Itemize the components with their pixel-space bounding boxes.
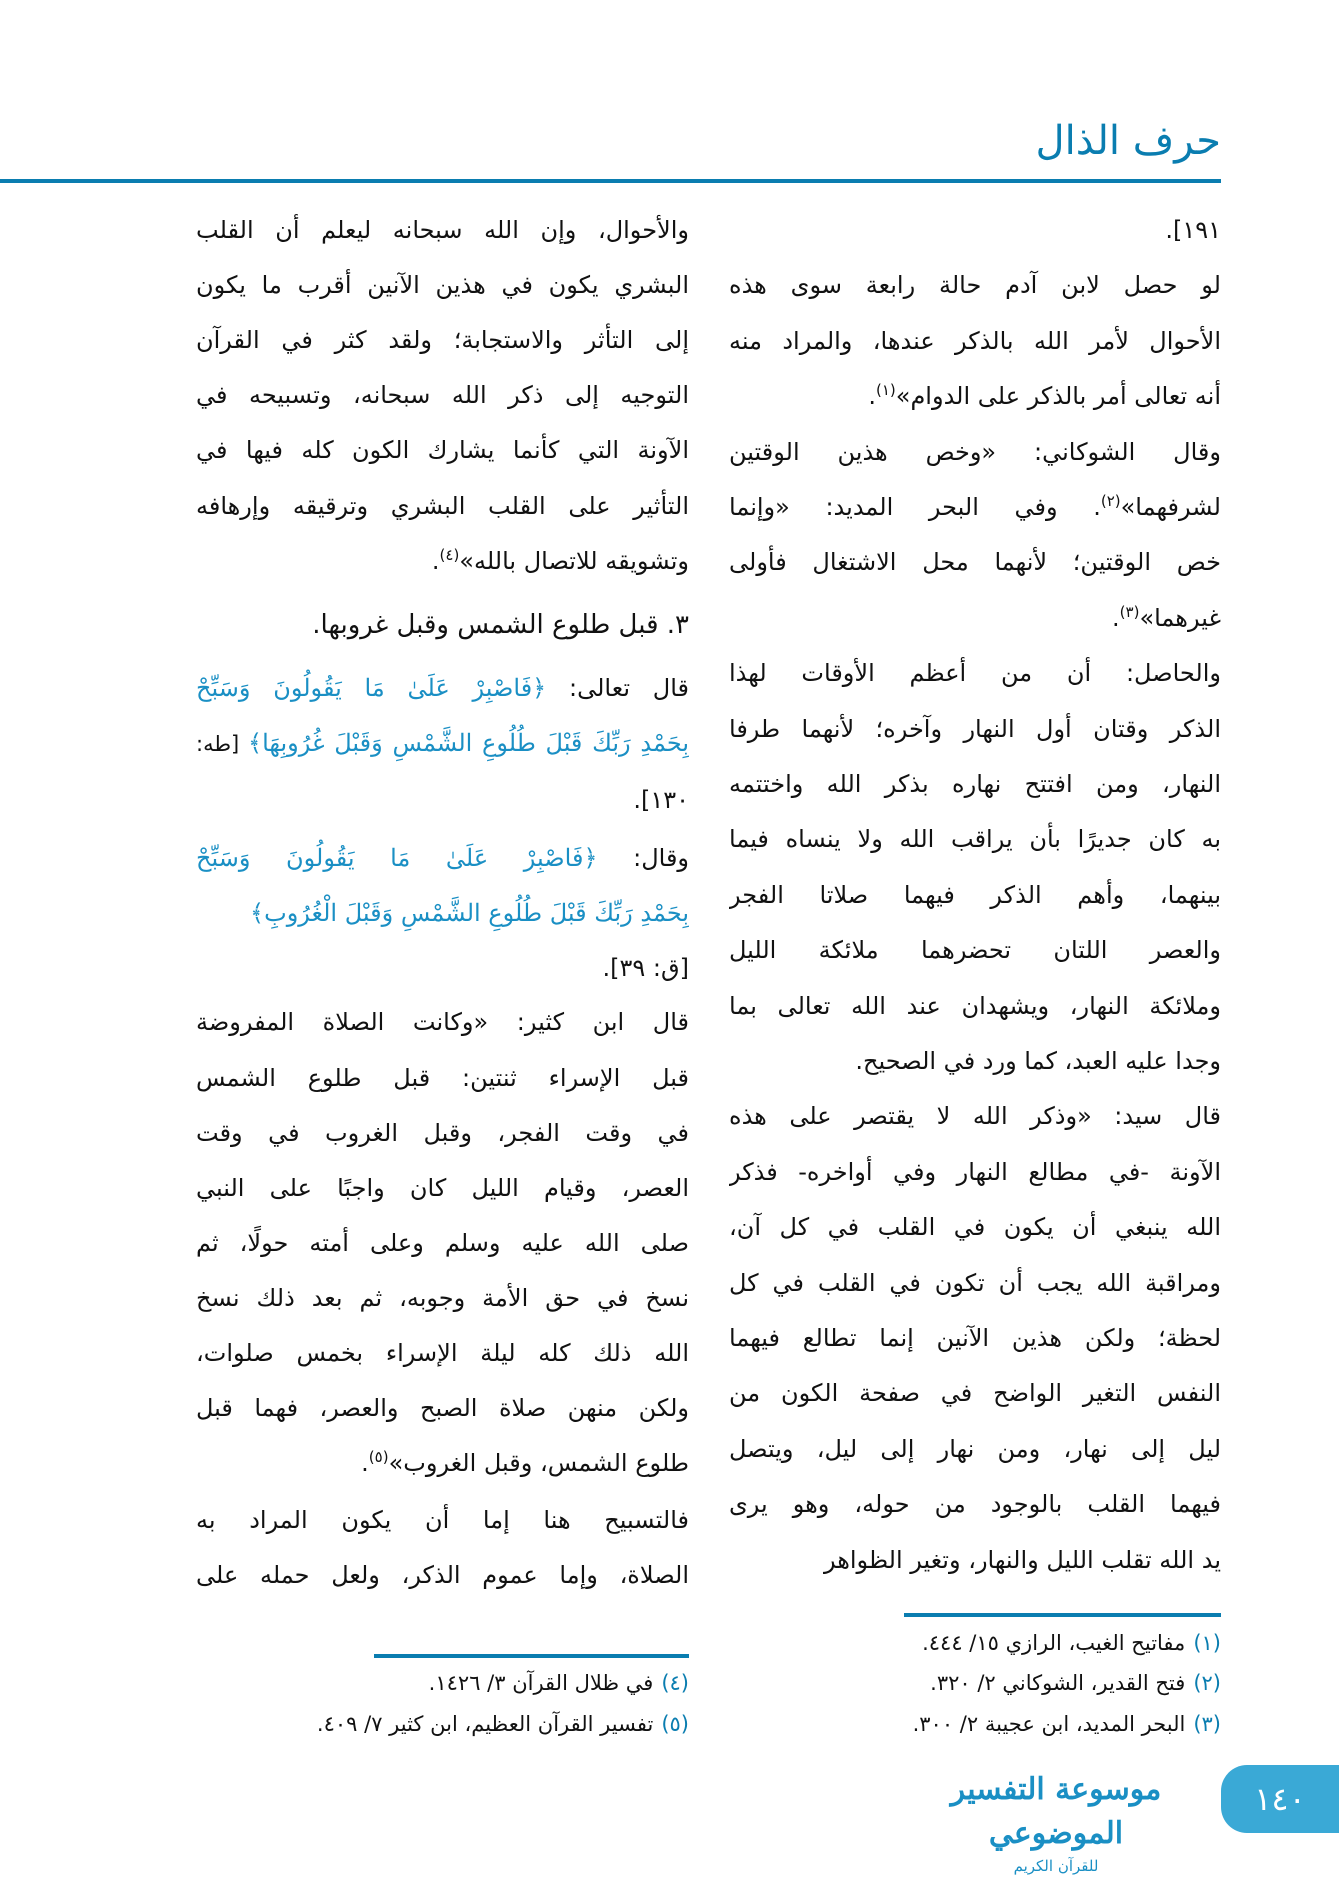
line-text: لو حصل لابن آدم حالة رابعة سوى هذه (729, 271, 1221, 300)
text-line (196, 205, 689, 255)
line-text: لحظة؛ ولكن هذين الآنين إنما تطالع فيهما (729, 1324, 1221, 1352)
footnote-number: (٥) (661, 1712, 689, 1736)
line-text: قبل الإسراء ثنتين: قبل طلوع الشمس (196, 1064, 689, 1092)
text-line (729, 371, 1221, 421)
text-line (196, 1163, 689, 1213)
text-line (729, 537, 1221, 587)
footnote-number: (١) (1193, 1631, 1221, 1655)
line-text: صلى الله عليه وسلم وعلى أمته حولًا، ثم (196, 1229, 689, 1257)
text-line (729, 1036, 1221, 1086)
quran-verse: ﴿فَاصْبِرْ عَلَىٰ مَا يَقُولُونَ وَسَبِّحْ (196, 674, 547, 702)
footnote-text: فتح القدير، الشوكاني ٢/ ٣٢٠. (930, 1671, 1186, 1695)
text-line (196, 888, 689, 938)
line-text: ١٩١]. (1165, 216, 1221, 244)
line-text: العصر، وقيام الليل كان واجبًا على النبي (196, 1174, 689, 1202)
text-line (729, 1424, 1221, 1474)
line-text: [ق: ٣٩]. (602, 954, 689, 982)
chapter-title: حرف الذال (1035, 118, 1221, 164)
line-text: الصلاة، وإما عموم الذكر، ولعل حمله على (196, 1561, 689, 1589)
line-text: ولكن منهن صلاة الصبح والعصر، فهما قبل (196, 1394, 689, 1422)
footnote-reference[interactable]: (٢) (1100, 492, 1121, 510)
text-line (729, 1313, 1221, 1363)
line-text: ١٣٠]. (633, 786, 689, 814)
quran-verse: بِحَمْدِ رَبِّكَ قَبْلَ طُلُوعِ الشَّمْسِ وَقَبْلَ الْغُرُوبِ﴾ (250, 899, 689, 927)
line-text: الله ينبغي أن يكون في القلب في كل آن، (729, 1213, 1221, 1242)
line-text: التأثير على القلب البشري وترقيقه وإرهافه (196, 492, 689, 520)
line-text: وقال الشوكاني: «وخص هذين الوقتين (729, 437, 1221, 466)
quran-verse: بِحَمْدِ رَبِّكَ قَبْلَ طُلُوعِ الشَّمْسِ وَقَبْلَ غُرُوبِهَا﴾ (248, 729, 689, 757)
text-line (196, 1108, 689, 1158)
line-text: النهار، ومن افتتح نهاره بذكر الله واختتمه (729, 770, 1221, 798)
line-text: ٣. قبل طلوع الشمس وقبل غروبها. (312, 610, 689, 640)
line-text: وملائكة النهار، ويشهدان عند الله تعالى بما (729, 991, 1221, 1020)
text-line (729, 1258, 1221, 1308)
line-text: يد الله تقلب الليل والنهار، وتغير الظواهر (823, 1545, 1221, 1574)
line-text: قال سيد: «وذكر الله لا يقتصر على هذه (729, 1102, 1221, 1131)
text-line (196, 370, 689, 420)
text-line (196, 1550, 689, 1600)
text-line (729, 593, 1221, 643)
footnote-number: (٣) (1193, 1712, 1221, 1736)
line-text: . (361, 1449, 369, 1477)
text-line (729, 704, 1221, 754)
text-line (729, 981, 1221, 1031)
text-line (196, 1328, 689, 1378)
text-line (729, 1147, 1221, 1197)
line-text: نسخ في حق الأمة وجوبه، ثم بعد ذلك نسخ (196, 1284, 689, 1312)
line-text: وجدا عليه العبد، كما ورد في الصحيح. (855, 1047, 1221, 1075)
text-line (196, 1495, 689, 1545)
line-text: والحاصل: أن من أعظم الأوقات لهذا (729, 659, 1221, 688)
line-text: أنه تعالى أمر بالذكر على الدوام» (895, 382, 1221, 411)
line-text: النفس التغير الواضح في صفحة الكون من (729, 1379, 1221, 1408)
line-text: . (1112, 603, 1120, 632)
text-line (196, 1273, 689, 1323)
text-line (729, 482, 1221, 532)
verse-citation: [طه: (196, 732, 249, 756)
text-line (196, 600, 689, 650)
line-text: . (868, 382, 876, 411)
line-text: ليل إلى نهار، ومن نهار إلى ليل، ويتصل (729, 1434, 1221, 1463)
line-text: والأحوال، وإن الله سبحانه ليعلم أن القلب (196, 216, 689, 244)
logo-subtitle: للقرآن الكريم (1013, 1857, 1099, 1875)
line-text: طلوع الشمس، وقبل الغروب» (388, 1449, 689, 1477)
text-line (196, 536, 689, 586)
footnote-number: (٤) (661, 1671, 689, 1695)
text-line (196, 833, 689, 883)
line-text: إلى التأثر والاستجابة؛ ولقد كثر في القرآن (196, 326, 689, 354)
footnote (922, 1624, 1221, 1662)
text-line (729, 316, 1221, 366)
text-line (196, 481, 689, 531)
footnote (930, 1664, 1221, 1702)
text-line (729, 1479, 1221, 1529)
line-text: . وفي البحر المديد: «وإنما (729, 493, 1101, 521)
line-text: بينهما، وأهم الذكر فيهما صلاتا الفجر (729, 880, 1221, 909)
line-text: فالتسبيح هنا إما أن يكون المراد به (196, 1506, 689, 1534)
text-line (196, 315, 689, 365)
footnote-reference[interactable]: (١) (875, 381, 896, 400)
line-text: الأحوال لأمر الله بالذكر عندها، والمراد منه (729, 326, 1221, 355)
footnote (317, 1705, 689, 1743)
footnote-reference[interactable]: (٥) (368, 1448, 389, 1466)
line-text: ومراقبة الله يجب أن تكون في القلب في كل (729, 1268, 1221, 1297)
text-line (729, 759, 1221, 809)
text-line (196, 1438, 689, 1488)
line-text: خص الوقتين؛ لأنهما محل الاشتغال فأولى (729, 548, 1221, 577)
text-line (729, 1202, 1221, 1252)
page-number: ١٤٠ (1221, 1765, 1339, 1833)
header-rule (0, 179, 1221, 183)
line-text: لشرفهما» (1120, 493, 1221, 521)
text-line (196, 997, 689, 1047)
line-text: وقال: (597, 844, 689, 872)
line-text: قال تعالى: (546, 674, 689, 702)
line-text: قال ابن كثير: «وكانت الصلاة المفروضة (196, 1008, 689, 1036)
text-line (729, 427, 1221, 477)
text-line (729, 814, 1221, 864)
text-line (729, 1535, 1221, 1585)
line-text: غيرهما» (1139, 603, 1221, 632)
line-text: والعصر اللتان تحضرهما ملائكة الليل (729, 936, 1221, 965)
line-text: البشري يكون في هذين الآنين أقرب ما يكون (196, 271, 689, 299)
line-text: به كان جديرًا بأن يراقب الله ولا ينساه فيما (729, 825, 1221, 854)
text-line (196, 943, 689, 993)
line-text: الآونة التي كأنما يشارك الكون كله فيها في (196, 436, 689, 464)
line-text: التوجيه إلى ذكر الله سبحانه، وتسبيحه في (196, 381, 689, 409)
text-line (729, 1368, 1221, 1418)
text-line (729, 870, 1221, 920)
footnote-separator-left (374, 1654, 689, 1658)
text-line (196, 663, 689, 713)
text-line (196, 775, 689, 825)
line-text: فيهما القلب بالوجود من حوله، وهو يرى (729, 1490, 1221, 1519)
text-line (196, 1053, 689, 1103)
footnote-separator-right (904, 1613, 1221, 1617)
footnote (429, 1664, 689, 1702)
text-line (196, 1218, 689, 1268)
text-line (196, 425, 689, 475)
line-text: في وقت الفجر، وقبل الغروب في وقت (196, 1119, 689, 1147)
text-line (196, 260, 689, 310)
line-text: الله ذلك كله ليلة الإسراء بخمس صلوات، (196, 1339, 689, 1367)
text-line (196, 718, 689, 768)
footnote-text: في ظلال القرآن ٣/ ١٤٢٦. (428, 1671, 654, 1695)
line-text: وتشويقه للاتصال بالله» (459, 547, 689, 575)
text-line (729, 205, 1221, 255)
text-line (729, 1091, 1221, 1141)
footnote-reference[interactable]: (٣) (1119, 602, 1140, 621)
footnote-text: البحر المديد، ابن عجيبة ٢/ ٣٠٠. (912, 1712, 1186, 1736)
text-line (729, 925, 1221, 975)
logo-title: موسوعة التفسير الموضوعي (950, 1772, 1162, 1851)
text-line (729, 260, 1221, 310)
footnote-text: تفسير القرآن العظيم، ابن كثير ٧/ ٤٠٩. (316, 1712, 654, 1736)
quran-verse: ﴿فَاصْبِرْ عَلَىٰ مَا يَقُولُونَ وَسَبِّحْ (196, 844, 598, 872)
line-text: الآونة -في مطالع النهار وفي أواخره- فذكر (729, 1157, 1221, 1186)
footnote-number: (٢) (1193, 1671, 1221, 1695)
footnote (913, 1705, 1221, 1743)
text-line (196, 1383, 689, 1433)
footnote-text: مفاتيح الغيب، الرازي ١٥/ ٤٤٤. (922, 1631, 1186, 1655)
footnote-reference[interactable]: (٤) (439, 546, 460, 564)
encyclopedia-logo (934, 1768, 1178, 1875)
line-text: الذكر وقتان أول النهار وآخره؛ لأنهما طرفا (729, 714, 1221, 743)
line-text: . (431, 547, 440, 575)
text-line (729, 648, 1221, 698)
